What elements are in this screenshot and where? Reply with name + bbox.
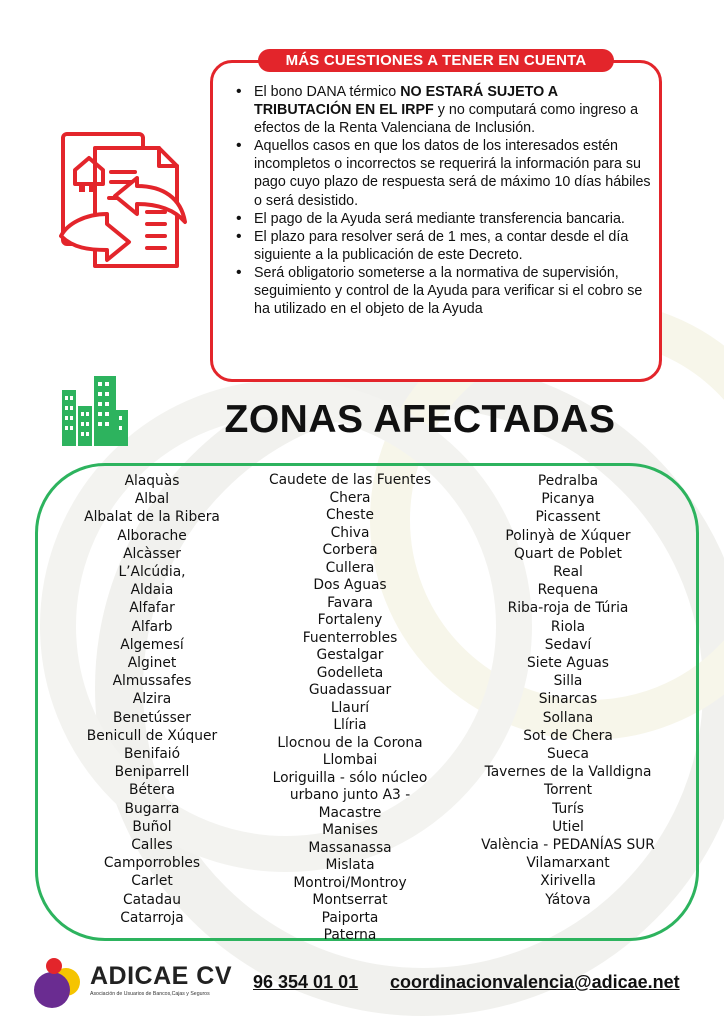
info-bullet: • El pago de la Ayuda será mediante transferencia bancaria.: [232, 210, 652, 228]
zona-item: Alcàsser: [123, 545, 181, 562]
zona-item: Carlet: [131, 873, 173, 890]
zona-item: Alfarb: [131, 618, 173, 635]
zona-item: Benifaió: [123, 746, 181, 763]
zona-item: Llaurí: [330, 699, 370, 716]
zona-item: Montserrat: [312, 892, 388, 908]
zona-item: Bétera: [129, 782, 175, 799]
zona-item: Sueca: [546, 746, 590, 763]
info-bullet: • Aquellos casos en que los datos de los interesados estén incompletos o incorrectos se requerirá la información para su pago cuyo plazo de respuesta será de máximo 10 días hábiles o será desistido.: [232, 137, 652, 209]
zona-item: Utiel: [552, 818, 584, 835]
zonas-column-3: [468, 472, 668, 909]
zona-item: Torrent: [544, 782, 592, 799]
zona-item: Albalat de la Ribera: [84, 509, 220, 526]
adicae-logo-icon: [32, 956, 92, 1012]
zona-item: Algemesí: [120, 636, 184, 653]
zona-item: urbano junto A3 -: [289, 787, 411, 803]
zona-item: Corbera: [322, 542, 378, 558]
zona-item: Alzira: [132, 691, 172, 708]
zona-item: Sedaví: [544, 636, 592, 653]
zona-item: Buñol: [132, 818, 172, 835]
zona-item: Sinarcas: [538, 691, 598, 708]
zona-item: Fortaleny: [317, 612, 383, 628]
zona-item: Pedralba: [537, 473, 599, 489]
zona-item: L’Alcúdia,: [118, 564, 186, 581]
zona-item: Quart de Poblet: [514, 545, 622, 562]
zona-item: Siete Aguas: [527, 655, 609, 672]
zona-item: Favara: [327, 594, 373, 611]
zona-item: Beniparrell: [114, 764, 190, 781]
zona-item: Loriguilla - sólo núcleo: [272, 769, 428, 786]
zona-item: Turís: [552, 800, 584, 817]
zona-item: Riola: [550, 618, 586, 635]
info-bullet: • El plazo para resolver será de 1 mes, a contar desde el día siguiente a la publicación de este Decreto.: [232, 228, 652, 264]
zona-item: Yátova: [545, 891, 591, 908]
zonas-column-1: [62, 472, 242, 927]
info-bullet: • El bono DANA térmico NO ESTARÁ SUJETO A TRIBUTACIÓN EN EL IRPF y no computará como ingreso a efectos de la Renta Valenciana de Inclusión.: [232, 83, 652, 137]
zona-item: Xirivella: [540, 873, 596, 890]
zona-item: Vilamarxant: [526, 855, 610, 872]
logo-subtitle: Asociación de Usuarios de Bancos,Cajas y Seguros: [90, 991, 210, 997]
zona-item: Dos Aguas: [313, 577, 387, 593]
zona-item: Alginet: [127, 655, 177, 672]
zona-item: Fuenterrobles: [302, 629, 398, 646]
zona-item: Alaquàs: [124, 473, 180, 489]
zona-item: Picassent: [535, 509, 601, 526]
zona-item: Llocnou de la Corona: [277, 734, 423, 751]
zona-item: Paiporta: [321, 909, 379, 926]
zona-item: Aldaia: [130, 582, 174, 599]
zona-item: Guadassuar: [308, 682, 392, 698]
zona-item: Llombai: [322, 752, 378, 768]
zona-item: Massanassa: [308, 839, 392, 856]
zona-item: Chiva: [330, 524, 370, 541]
zona-item: Cullera: [325, 559, 375, 576]
zona-item: Tavernes de la Valldigna: [484, 764, 652, 781]
zona-item: València - PEDANÍAS SUR: [481, 837, 655, 854]
zona-item: Real: [553, 564, 583, 581]
zona-item: Catarroja: [120, 909, 184, 926]
zona-item: Requena: [537, 582, 599, 599]
phone-link[interactable]: 96 354 01 01: [253, 972, 359, 992]
zona-item: Montroi/Montroy: [293, 874, 407, 891]
zona-item: Sollana: [542, 709, 594, 726]
zona-item: Silla: [553, 673, 583, 690]
zona-item: Sot de Chera: [523, 727, 613, 744]
zona-item: Bugarra: [124, 800, 180, 817]
buildings-icon: [58, 372, 130, 448]
zona-item: Macastre: [318, 804, 382, 821]
zona-item: Benetússer: [113, 709, 191, 726]
zona-item: Benicull de Xúquer: [86, 727, 218, 744]
zona-item: Picanya: [541, 491, 595, 508]
zona-item: Cheste: [326, 507, 374, 523]
email-link[interactable]: coordinacionvalencia@adicae.net: [390, 972, 680, 992]
document-exchange-icon: [55, 128, 195, 276]
zonas-column-2: [250, 472, 450, 945]
zona-item: Riba-roja de Túria: [507, 600, 629, 617]
zona-item: Alfafar: [129, 600, 175, 617]
zona-item: Gestalgar: [316, 647, 384, 663]
zona-item: Godelleta: [316, 664, 384, 681]
zona-item: Polinyà de Xúquer: [505, 527, 631, 544]
zona-item: Catadau: [123, 891, 181, 908]
zona-item: Almussafes: [112, 673, 192, 690]
logo-name: ADICAE CV: [90, 962, 233, 990]
info-header: MÁS CUESTIONES A TENER EN CUENTA: [258, 49, 614, 72]
zona-item: Manises: [322, 822, 378, 838]
zona-item: Chera: [329, 489, 371, 506]
zona-item: Llíria: [333, 717, 367, 733]
zona-item: Camporrobles: [103, 855, 201, 872]
zona-item: Caudete de las Fuentes: [268, 472, 432, 488]
zonas-title: ZONAS AFECTADAS: [224, 398, 616, 441]
zona-item: Calles: [131, 837, 173, 854]
zona-item: Albal: [134, 491, 170, 508]
zona-item: Alborache: [117, 527, 187, 544]
info-bullet: • Será obligatorio someterse a la normativa de supervisión, seguimiento y control de la Ayuda para verificar si el cobro se ha utilizado en el objeto de la Ayuda: [232, 264, 652, 318]
zona-item: Paterna: [323, 927, 377, 943]
zona-item: Mislata: [325, 857, 375, 873]
info-bullet-list: [232, 83, 652, 318]
